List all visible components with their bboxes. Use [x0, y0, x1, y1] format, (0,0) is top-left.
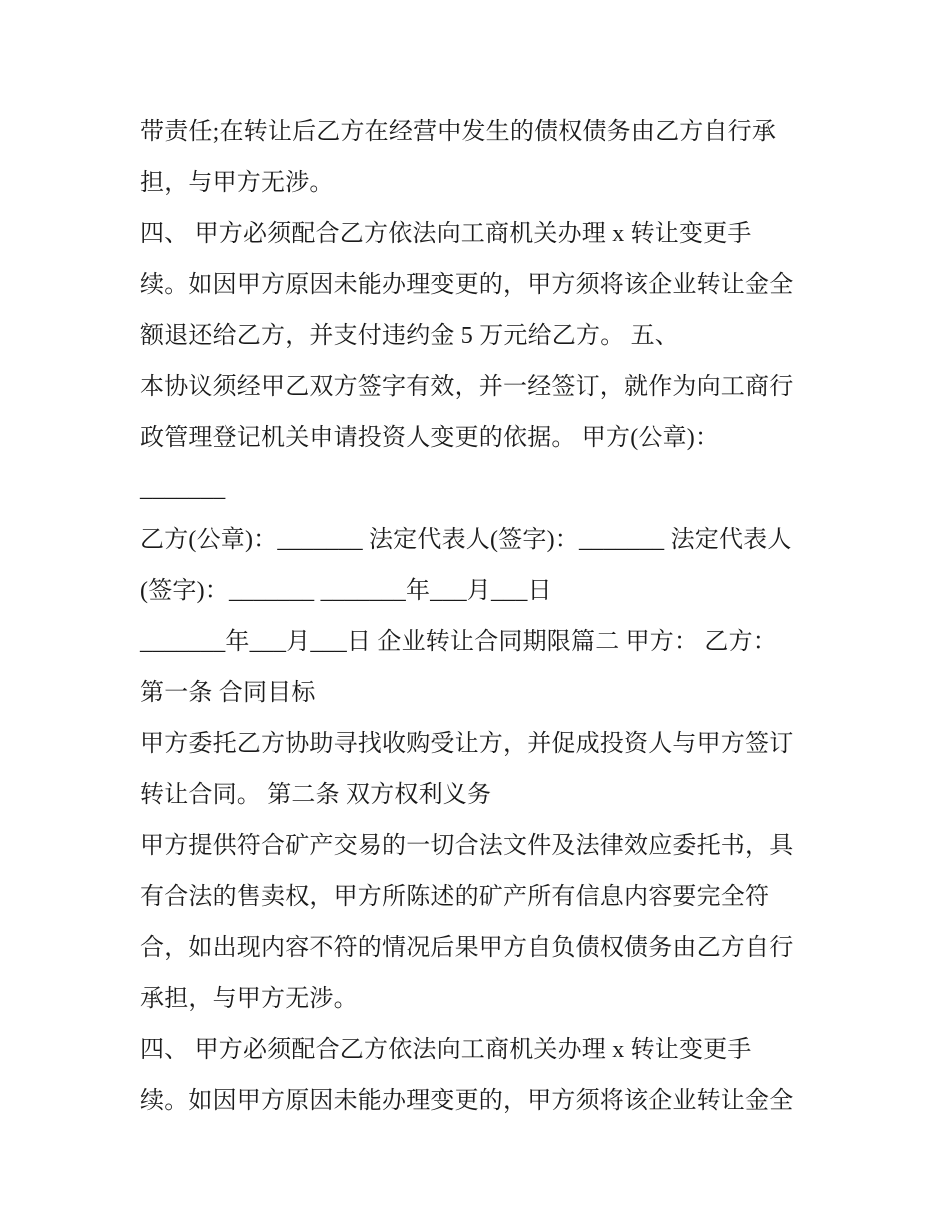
text-line: 乙方(公章)：_______ 法定代表人(签字)：_______ 法定代表人 — [140, 527, 792, 553]
signature-blank-line: _______ — [140, 476, 226, 502]
text-line: 四、 甲方必须配合乙方依法向工商机关办理 x 转让变更手 — [140, 221, 752, 247]
text-line: 续。如因甲方原因未能办理变更的，甲方须将该企业转让金全 — [140, 1088, 794, 1114]
article-heading: 第一条 合同目标 — [140, 680, 316, 706]
text-line: 担，与甲方无涉。 — [140, 170, 334, 196]
text-line: 续。如因甲方原因未能办理变更的，甲方须将该企业转让金全 — [140, 272, 794, 298]
text-line: 甲方提供符合矿产交易的一切合法文件及法律效应委托书，具 — [140, 833, 794, 859]
document-body — [140, 107, 840, 1127]
text-line: 有合法的售卖权，甲方所陈述的矿产所有信息内容要完全符 — [140, 884, 770, 910]
text-line: 政管理登记机关申请投资人变更的依据。 甲方(公章)： — [140, 425, 720, 451]
text-line: 四、 甲方必须配合乙方依法向工商机关办理 x 转让变更手 — [140, 1037, 752, 1063]
text-line: 合，如出现内容不符的情况后果甲方自负债权债务由乙方自行 — [140, 935, 794, 961]
text-line: _______年___月___日 企业转让合同期限篇二 甲方： 乙方： — [140, 629, 777, 655]
text-line: 甲方委托乙方协助寻找收购受让方，并促成投资人与甲方签订 — [140, 731, 794, 757]
text-line: 本协议须经甲乙双方签字有效，并一经签订，就作为向工商行 — [140, 374, 794, 400]
text-line: 额退还给乙方，并支付违约金 5 万元给乙方。 五、 — [140, 323, 679, 349]
text-line: 带责任;在转让后乙方在经营中发生的债权债务由乙方自行承 — [140, 119, 777, 145]
text-line: 转让合同。 第二条 双方权利义务 — [140, 782, 492, 808]
text-line: 承担，与甲方无涉。 — [140, 986, 358, 1012]
text-line: (签字)：_______ _______年___月___日 — [140, 578, 552, 604]
